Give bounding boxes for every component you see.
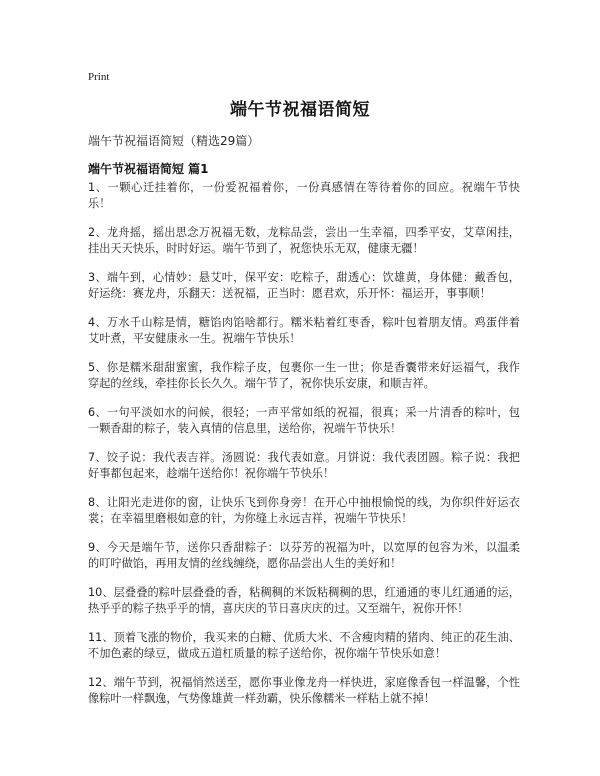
section-heading: 端午节祝福语简短 篇1 xyxy=(88,162,209,176)
paragraph-9: 9、今天是端午节，送你只香甜粽子：以芬芳的祝福为叶，以宽厚的包容为米，以温柔的叮咛做馅，再用友情的丝线缠绕，愿你品尝出人生的美好和！ xyxy=(88,541,520,570)
paragraph-11: 11、顶着飞涨的物价，我买来的白糖、优质大米、不含瘦肉精的猪肉、纯正的花生油、不加色素的绿豆，做成五道杠质量的粽子送给你，祝你端午节快乐如意！ xyxy=(88,631,520,660)
paragraph-8: 8、让阳光走进你的窗，让快乐飞到你身旁！在开心中抽根愉悦的线，为你织件好运衣裳；在幸福里磨根如意的针，为你缝上永远吉祥，祝端午节快乐！ xyxy=(88,496,520,525)
paragraph-3: 3、端午到，心情妙：悬艾叶，保平安：吃粽子，甜透心：饮雄黄，身体健：戴香包，好运绕：赛龙舟，乐翻天：送祝福，正当时：愿君欢，乐开怀：福运开，事事顺！ xyxy=(88,271,520,300)
paragraph-5: 5、你是糯米甜甜蜜蜜，我作粽子皮，包裹你一生一世；你是香囊带来好运福气，我作穿起的丝线，牵挂你长长久久。端午节了，祝你快乐安康，和顺吉祥。 xyxy=(88,361,520,390)
paragraph-1: 1、一颗心迁挂着你，一份爱祝福着你，一份真感情在等待着你的回应。祝端午节快乐！ xyxy=(88,181,520,210)
paragraph-6: 6、一句平淡如水的问候，很轻；一声平常如纸的祝福，很真；采一片清香的粽叶，包一颗香甜的粽子，装入真情的信息里，送给你，祝端午节快乐！ xyxy=(88,406,520,435)
paragraph-2: 2、龙舟摇，摇出思念万祝福无数，龙粽品尝，尝出一生幸福，四季平安，艾草闲挂，挂出天天快乐，时时好运。端午节到了，祝您快乐无双，健康无疆！ xyxy=(88,226,520,255)
article-body xyxy=(88,180,520,720)
paragraph-7: 7、饺子说：我代表吉祥。汤圆说：我代表如意。月饼说：我代表团圆。粽子说：我把好事都包起来，趁端午送给你！祝你端午节快乐！ xyxy=(88,451,520,480)
document-subtitle: 端午节祝福语简短（精选29篇） xyxy=(88,134,260,148)
paragraph-4: 4、万水千山粽是情，糖馅肉馅啥都行。糯米粘着红枣香，粽叶包着朋友情。鸡蛋伴着艾叶煮，平安健康永一生。祝端午节快乐！ xyxy=(88,316,520,345)
page-title: 端午节祝福语简短 xyxy=(230,100,370,120)
paragraph-12: 12、端午节到，祝福悄然送至，愿你事业像龙舟一样快进，家庭像香包一样温馨，个性像粽叶一样飘逸，气势像雄黄一样劲霸，快乐像糯米一样粘上就不掉！ xyxy=(88,676,520,705)
paragraph-10: 10、层叠叠的粽叶层叠叠的香，粘稠稠的米饭粘稠稠的思，红通通的枣儿红通通的运，热乎乎的粽子热乎乎的情，喜庆庆的节日喜庆庆的过。又至端午，祝你开怀！ xyxy=(88,586,520,615)
print-link[interactable]: Print xyxy=(88,71,110,83)
